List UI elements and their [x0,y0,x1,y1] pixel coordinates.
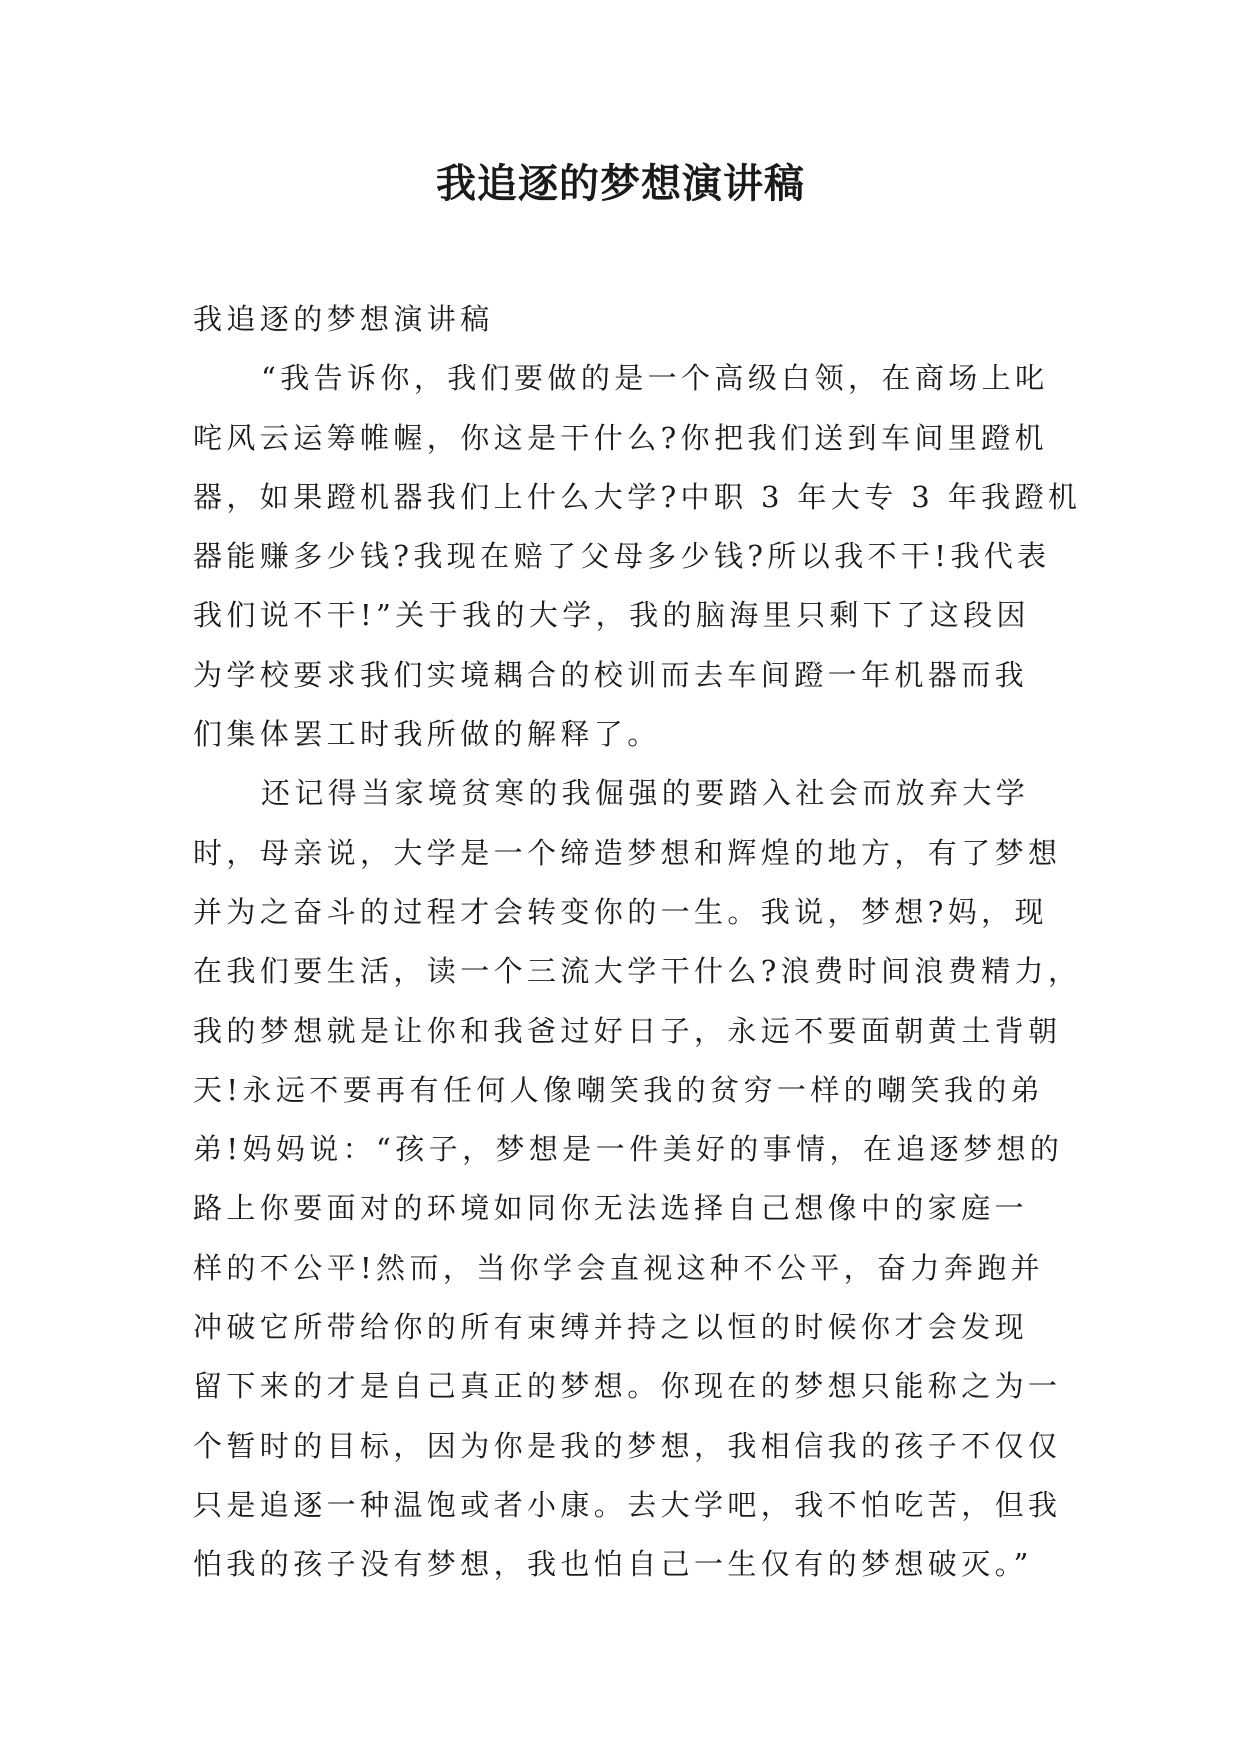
paragraph-line: 路上你要面对的环境如同你无法选择自己想像中的家庭一 [193,1191,1029,1226]
paragraph-line: 怕我的孩子没有梦想，我也怕自己一生仅有的梦想破灭。” [193,1547,1033,1582]
paragraph-line: 为学校要求我们实境耦合的校训而去车间蹬一年机器而我 [193,657,1029,692]
paragraph-line: 我们说不干!”关于我的大学，我的脑海里只剩下了这段因 [193,598,1030,633]
paragraph-line: 们集体罢工时我所做的解释了。 [193,717,661,752]
paragraph-line: 弟!妈妈说：“孩子，梦想是一件美好的事情，在追逐梦想的 [193,1132,1064,1167]
paragraph-line: 个暂时的目标，因为你是我的梦想，我相信我的孩子不仅仅 [193,1428,1062,1463]
paragraph-line: 留下来的才是自己真正的梦想。你现在的梦想只能称之为一 [193,1369,1062,1404]
paragraph-line: 并为之奋斗的过程才会转变你的一生。我说，梦想?妈，现 [193,894,1048,929]
paragraph-line: 咤风云运筹帷幄，你这是干什么?你把我们送到车间里蹬机 [193,420,1048,455]
paragraph-line: 我的梦想就是让你和我爸过好日子，永远不要面朝黄土背朝 [193,1013,1062,1048]
paragraph-line: 器能赚多少钱?我现在赔了父母多少钱?所以我不干!我代表 [193,539,1051,574]
document-body [193,290,1082,1595]
paragraph-line: 在我们要生活，读一个三流大学干什么?浪费时间浪费精力， [193,954,1082,989]
paragraph-line: 还记得当家境贫寒的我倔强的要踏入社会而放弃大学 [261,776,1030,811]
paragraph-line: 冲破它所带给你的所有束缚并持之以恒的时候你才会发现 [193,1310,1029,1345]
paragraph-line: 时，母亲说，大学是一个缔造梦想和辉煌的地方，有了梦想 [193,835,1062,870]
subtitle-line: 我追逐的梦想演讲稿 [193,302,494,336]
paragraph-line: 样的不公平!然而，当你学会直视这种不公平，奋力奔跑并 [193,1250,1045,1285]
paragraph-line: 器，如果蹬机器我们上什么大学?中职 3 年大专 3 年我蹬机 [193,479,1082,514]
paragraph-line: “我告诉你，我们要做的是一个高级白领，在商场上叱 [261,361,1049,396]
paragraph-line: 天!永远不要再有任何人像嘲笑我的贫穷一样的嘲笑我的弟 [193,1072,1045,1107]
paragraph-line: 只是追逐一种温饱或者小康。去大学吧，我不怕吃苦，但我 [193,1487,1062,1522]
document-title: 我追逐的梦想演讲稿 [436,160,805,207]
